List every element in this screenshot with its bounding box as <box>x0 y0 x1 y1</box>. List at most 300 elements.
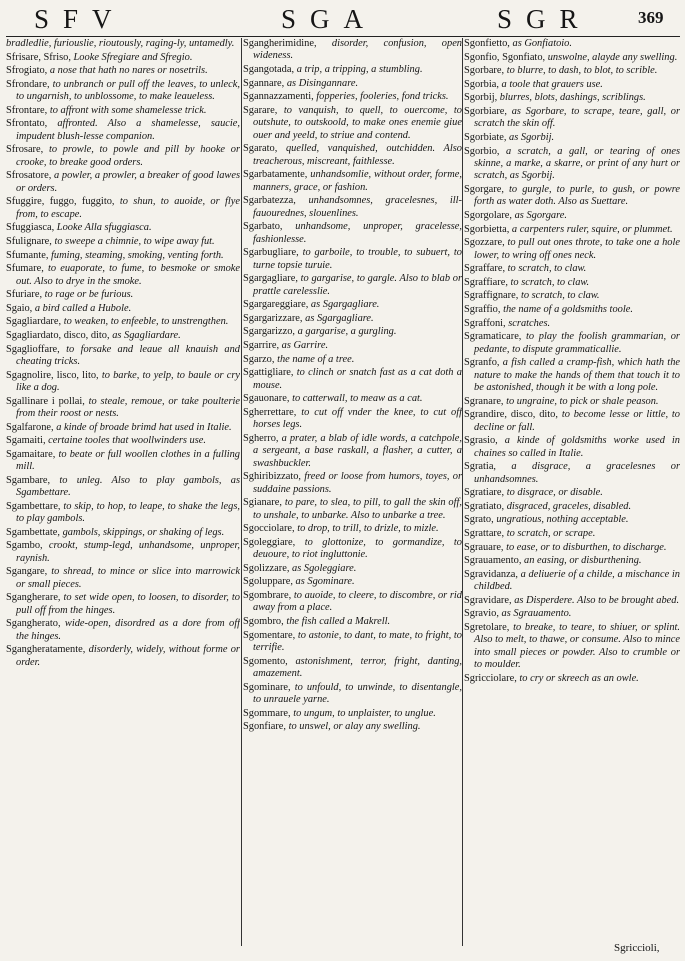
headword: Sgagnolire, lisco, lito, <box>6 369 102 381</box>
definition: to unleg. Also to play gambols, as Sgambettare. <box>16 474 240 499</box>
headword: Sgombro, <box>243 615 287 627</box>
headword: Sgangare, <box>6 566 52 578</box>
dictionary-entry <box>464 357 680 394</box>
dictionary-entry <box>243 563 462 575</box>
definition: gambols, skippings, or shaking of legs. <box>62 526 225 538</box>
headword: Sgoleggiare, <box>243 536 305 548</box>
dictionary-entry <box>464 622 680 672</box>
definition: to steale, remoue, or take poulterie from their roost or nests. <box>16 395 240 419</box>
headword: Sfuriare, <box>6 289 45 301</box>
definition: a trip, a tripping, a stumbling. <box>296 64 423 75</box>
headword: Sgarzo, <box>243 353 278 365</box>
definition: freed or loose from humors, toyes, or suddaine passions. <box>253 471 462 495</box>
dictionary-entry <box>6 475 240 500</box>
headword: Sgravidare, <box>464 594 515 606</box>
definition: a prater, a blab of idle words, a catchpole, a sergeant, a base raskall, a flasher, a cutter, a swashbuckler. <box>253 432 462 469</box>
dictionary-entry <box>243 523 462 535</box>
headword: Sgraffare, <box>464 263 508 275</box>
headword: Sgamaitare, <box>6 448 59 460</box>
definition: to weaken, to enfeeble, to unstrengthen. <box>63 316 229 328</box>
dictionary-entry <box>6 396 240 421</box>
dictionary-entry <box>243 221 462 246</box>
headword: Sgherrettare, <box>243 406 302 418</box>
dictionary-entry <box>464 106 680 131</box>
dictionary-entry <box>6 370 240 395</box>
dictionary-entry <box>6 65 240 77</box>
headword: Sgricciolare, <box>464 672 520 684</box>
definition: fopperies, fooleries, fond tricks. <box>316 91 449 103</box>
definition: unhandsomnes, gracelesnes, ill-fauourednes, slouenlines. <box>253 195 462 219</box>
definition: a deliuerie of a childe, a mischance in childbed. <box>474 568 680 593</box>
definition: to set wide open, to loosen, to disorder, to pull off from the hinges. <box>16 592 240 616</box>
definition: a scratch, a gall, or tearing of ones skinne, a marke, a skarre, or print of any hurt or scratch, as Sgorbij. <box>474 145 680 182</box>
headword: Sgarbatezza, <box>243 195 309 207</box>
dictionary-entry <box>464 487 680 499</box>
definition: as Disingannare. <box>286 77 359 89</box>
dictionary-entry <box>464 146 680 183</box>
dictionary-entry <box>464 435 680 460</box>
dictionary-entry <box>243 616 462 628</box>
definition: to gurgle, to purle, to gush, or powre forth as water doth. Also as Suettare. <box>474 183 680 208</box>
dictionary-entry <box>6 344 240 369</box>
dictionary-entry <box>464 461 680 486</box>
headword: Sgamaiti, <box>6 435 49 447</box>
dictionary-entry <box>243 656 462 681</box>
dictionary-entry <box>243 367 462 392</box>
definition: affronted. Also a shamelesse, saucie, impudent blush-lesse companion. <box>16 118 240 142</box>
header-right: SGR <box>497 4 592 34</box>
definition: to astonie, to dant, to mate, to fright, to terrifie. <box>253 629 462 653</box>
definition: to disgrace, or disable. <box>506 487 603 499</box>
dictionary-entry <box>464 290 680 302</box>
dictionary-entry <box>243 576 462 588</box>
definition: to skip, to hop, to leape, to shake the legs, to play gambols. <box>16 500 240 525</box>
dictionary-entry <box>243 393 462 405</box>
definition: to pull out ones throte, to take one a hole lower, to wring off ones neck. <box>474 237 680 261</box>
definition: a powler, a prowler, a breaker of good lawes or orders. <box>16 170 240 194</box>
dictionary-entry <box>243 195 462 220</box>
definition: to drop, to trill, to drizle, to mizle. <box>297 523 439 535</box>
dictionary-entry <box>464 277 680 289</box>
headword: Sgarbato, <box>243 221 296 233</box>
dictionary-entry <box>243 169 462 194</box>
headword: Sfrontato, <box>6 118 58 130</box>
definition: the fish called a Makrell. <box>286 615 391 627</box>
dictionary-entry <box>6 222 240 234</box>
dictionary-entry <box>6 289 240 301</box>
definition: to affront with some shamelesse trick. <box>49 104 207 116</box>
dictionary-entry <box>6 236 240 248</box>
definition: Looke Alla sfuggiasca. <box>56 222 152 234</box>
headword: Sghiribizzato, <box>243 471 305 483</box>
definition: to become lesse or little, to decline or fall. <box>474 409 680 433</box>
definition: as Disperdere. Also to be brought abed. <box>514 594 680 606</box>
dictionary-entry <box>464 304 680 316</box>
dictionary-entry <box>464 132 680 144</box>
dictionary-entry <box>464 92 680 104</box>
definition: disorderly, widely, without forme or order. <box>16 644 240 668</box>
definition: to cut off vnder the knee, to cut off horses legs. <box>253 406 462 431</box>
headword: Sgorgolare, <box>464 209 515 221</box>
headword: Sfrogiato, <box>6 65 50 77</box>
dictionary-entry <box>243 313 462 325</box>
dictionary-entry <box>243 433 462 470</box>
page-number: 369 <box>638 8 664 27</box>
headword: Sgherro, <box>243 432 282 444</box>
definition: ungratious, nothing acceptable. <box>496 514 629 526</box>
headword: Sfrosatore, <box>6 170 55 182</box>
definition: unhandsome, unproper, gracelesse, fashionlesse. <box>253 221 462 245</box>
dictionary-entry <box>243 326 462 338</box>
headword: Sgarbatamente, <box>243 169 311 181</box>
dictionary-entry <box>6 592 240 617</box>
dictionary-entry <box>464 501 680 513</box>
definition: as Sgoleggiare. <box>292 562 357 574</box>
definition: certaine tooles that woollwinders use. <box>48 435 207 447</box>
definition: as Sgorgare. <box>514 209 567 221</box>
header-center: SGA <box>281 4 378 34</box>
headword: Sgorgare, <box>464 183 510 195</box>
headword: Sgratiato, <box>464 500 507 512</box>
headword: Sgangherato, <box>6 618 65 630</box>
definition: quelled, vanquished, outchidden. Also treacherous, miscreant, faithlesse. <box>253 143 462 167</box>
dictionary-entry <box>243 497 462 522</box>
headword: Sgargarizzare, <box>243 312 306 324</box>
dictionary-entry <box>464 608 680 620</box>
definition: wide-open, disordred as a dore from off the hinges. <box>16 618 240 642</box>
definition: a disgrace, a gracelesnes or unhandsomnes. <box>474 461 680 485</box>
dictionary-entry <box>243 78 462 90</box>
headword: Sgallinare i pollai, <box>6 395 89 407</box>
dictionary-entry <box>464 673 680 685</box>
dictionary-entry <box>6 422 240 434</box>
dictionary-entry <box>6 316 240 328</box>
headword: Sgaglioffare, <box>6 343 67 355</box>
definition: an easing, or disburthening. <box>524 555 642 567</box>
column-divider <box>241 38 242 946</box>
headword: Sfuggiasca, <box>6 222 57 234</box>
headword: Sgambettare, <box>6 500 64 512</box>
definition: as Garrire. <box>281 339 329 351</box>
definition: to gargarise, to gargle. Also to blab or prattle carelesslie. <box>253 273 462 297</box>
definition: unswolne, alayde any swelling. <box>547 51 678 63</box>
dictionary-entry <box>6 566 240 591</box>
definition: to scratch, or scrape. <box>506 527 596 539</box>
column-3 <box>464 38 680 954</box>
headword: Sfrontare, <box>6 104 50 116</box>
headword: Sgangherare, <box>6 592 64 604</box>
definition: as Gonfiatoio. <box>512 38 572 49</box>
definition: Looke Sfregiare and Sfregio. <box>73 51 193 63</box>
dictionary-entry <box>464 237 680 262</box>
definition: as Sgorbij. <box>509 131 555 143</box>
headword: Sgraffignare, <box>464 290 521 302</box>
definition: a gargarise, a gurgling. <box>297 326 397 338</box>
headword: Sgannare, <box>243 77 287 89</box>
headword: Sgargagliare, <box>243 273 301 285</box>
definition: to scratch, to claw. <box>507 263 587 275</box>
dictionary-entry <box>6 435 240 447</box>
headword: Sgarare, <box>243 104 284 116</box>
dictionary-entry <box>6 144 240 169</box>
headword: Sgretolare, <box>464 621 514 633</box>
definition: a kinde of broade brimd hat used in Italie. <box>56 421 232 433</box>
dictionary-entry <box>6 196 240 221</box>
headword: Sgrattare, <box>464 527 507 539</box>
headword: Sgrasio, <box>464 435 505 447</box>
column-1 <box>6 38 240 954</box>
headword: Sgorbiare, <box>464 105 512 117</box>
headword: Sgagliardato, disco, dito, <box>6 329 113 341</box>
definition: to shun, to auoide, or flye from, to escape. <box>16 196 240 220</box>
definition: to unswel, or alay any swelling. <box>288 721 421 733</box>
dictionary-entry <box>6 527 240 539</box>
headword: Sgambettate, <box>6 526 63 538</box>
dictionary-entry <box>6 540 240 565</box>
dictionary-entry <box>464 555 680 567</box>
headword: Sgangotada, <box>243 64 297 75</box>
dictionary-entry <box>464 569 680 594</box>
definition: bradledlie, furiouslie, rioutously, raging-ly, untamedly. <box>6 38 235 49</box>
headword: Sfulignare, <box>6 235 55 247</box>
headword: Sgonfiare, <box>243 721 289 733</box>
dictionary-entry <box>464 224 680 236</box>
definition: crookt, stump-legd, unhandsome, unproper, raynish. <box>16 540 240 564</box>
dictionary-entry <box>243 407 462 432</box>
headword: Sgomentare, <box>243 629 298 641</box>
dictionary-entry <box>6 263 240 288</box>
dictionary-entry <box>6 449 240 474</box>
definition: to vanquish, to quell, to ouercome, to outshute, to outskoold, to make ones enemie giue ouer and yeeld, to striue and contend. <box>253 104 462 141</box>
headword: Sgarbugliare, <box>243 247 303 259</box>
headword: Sgannazzamenti, <box>243 91 317 103</box>
headword: Sgominare, <box>243 681 295 693</box>
definition: disorder, confusion, open wideness. <box>253 38 462 62</box>
dictionary-entry <box>243 105 462 142</box>
dictionary-entry <box>6 303 240 315</box>
definition: as Sgargagliare. <box>305 312 374 324</box>
dictionary-entry <box>464 65 680 77</box>
definition: as Sgrauamento. <box>501 608 572 620</box>
headword: Sgambo, <box>6 540 49 552</box>
headword: Sgratia, <box>464 461 512 473</box>
definition: to ungum, to unplaister, to unglue. <box>293 707 436 719</box>
dictionary-entry <box>6 38 240 50</box>
headword: Sgrauamento, <box>464 555 525 567</box>
headword: Sgravio, <box>464 608 502 620</box>
headword: Sfuggire, fuggo, fuggito, <box>6 196 120 208</box>
headword: Sfumante, <box>6 249 52 261</box>
headword: Sgramaticare, <box>464 331 527 343</box>
definition: the name of a goldsmiths toole. <box>503 303 633 315</box>
definition: scratches. <box>508 317 551 329</box>
headword: Sgianare, <box>243 497 285 509</box>
definition: as Sgagliardare. <box>112 329 181 341</box>
definition: to euaporate, to fume, to besmoke or smoke out. Also to drye in the smoke. <box>16 263 240 287</box>
definition: astonishment, terror, fright, danting, amazement. <box>253 655 462 679</box>
dictionary-entry <box>243 143 462 168</box>
dictionary-entry <box>464 38 680 50</box>
definition: a nose that hath no nares or nosetrils. <box>49 65 208 77</box>
definition: to blurre, to dash, to blot, to scrible. <box>506 65 658 77</box>
definition: to forsake and leaue all knauish and cheating tricks. <box>16 343 240 367</box>
headword: Sgozzare, <box>464 237 508 249</box>
dictionary-entry <box>464 514 680 526</box>
headword: Sgarato, <box>243 143 286 155</box>
dictionary-entry <box>464 210 680 222</box>
headword: Sgambare, <box>6 474 60 486</box>
definition: to beate or full woollen clothes in a fulling mill. <box>16 448 240 473</box>
dictionary-entry <box>243 273 462 298</box>
definition: a carpenters ruler, squire, or plummet. <box>511 223 673 235</box>
headword: Sgattigliare, <box>243 367 297 379</box>
headword: Sgorbij, <box>464 92 500 104</box>
headword: Sgranare, <box>464 395 507 407</box>
definition: to shread, to mince or slice into marrowick or small pieces. <box>16 566 240 590</box>
dictionary-entry <box>243 708 462 720</box>
headword: Sgorbiate, <box>464 131 510 143</box>
dictionary-entry <box>243 590 462 615</box>
dictionary-entry <box>464 542 680 554</box>
column-divider <box>462 38 463 946</box>
headword: Sgraffiare, <box>464 276 511 288</box>
dictionary-entry <box>6 105 240 117</box>
headword: Sgorbio, <box>464 145 506 157</box>
definition: to unbranch or pull off the leaves, to unleck, to ungarnish, to unblossome, to make leaueless. <box>16 78 240 103</box>
headword: Sgonfio, Sgonfiato, <box>464 51 548 63</box>
headword: Sgargareggiare, <box>243 299 311 311</box>
headword: Sgrandire, disco, dito, <box>464 409 562 421</box>
headword: Sgrato, <box>464 514 497 526</box>
catchword: Sgriccioli, <box>614 942 660 954</box>
definition: to barke, to yelp, to baule or cry like a dog. <box>16 369 240 393</box>
headword: Sgraffio, <box>464 303 504 315</box>
headword: Sgravidanza, <box>464 568 521 580</box>
definition: to breake, to teare, to shiuer, or splint. Also to melt, to thawe, or consume. Also to mince into small pieces or powder. Also to crumble or to moulder. <box>474 621 680 671</box>
headword: Sgangherimidine, <box>243 38 332 49</box>
headword: Sgraffoni, <box>464 317 509 329</box>
headword: Sfrosare, <box>6 144 49 156</box>
definition: to ease, or to disburthen, to discharge. <box>506 541 667 553</box>
headword: Sgarrire, <box>243 339 282 351</box>
dictionary-entry <box>243 682 462 707</box>
headword: Sgorbia, <box>464 78 502 90</box>
headword: Sgauonare, <box>243 393 293 405</box>
headword: Sgagliardare, <box>6 316 64 328</box>
definition: to pare, to slea, to pill, to gall the skin off, to unshale, to unbarke. Also to unbarke a tree. <box>253 497 462 521</box>
dictionary-entry <box>243 354 462 366</box>
header-left: SFV <box>34 4 126 34</box>
dictionary-entry <box>464 528 680 540</box>
headword: Sgombrare, <box>243 589 294 601</box>
definition: to rage or be furious. <box>44 289 134 301</box>
headword: Sgocciolare, <box>243 523 298 535</box>
dictionary-entry <box>6 250 240 262</box>
headword: Sgolizzare, <box>243 562 293 574</box>
dictionary-entry <box>243 721 462 733</box>
dictionary-entry <box>243 247 462 272</box>
definition: a bird called a Hubole. <box>34 302 132 314</box>
headword: Sgoluppare, <box>243 576 296 588</box>
headword: Sgaio, <box>6 302 35 314</box>
dictionary-entry <box>6 118 240 143</box>
headword: Sgonfietto, <box>464 38 513 49</box>
dictionary-entry <box>243 64 462 76</box>
dictionary-entry <box>6 644 240 669</box>
dictionary-entry <box>243 537 462 562</box>
dictionary-entry <box>464 52 680 64</box>
dictionary-entry <box>464 396 680 408</box>
headword: Sgorbietta, <box>464 223 512 235</box>
headword: Sgargarizzo, <box>243 326 298 338</box>
definition: blurres, blots, dashings, scriblings. <box>499 92 646 104</box>
definition: a fish called a cramp-fish, which hath the nature to make the hands of them that touch it to be astonished, though it be with a long pole. <box>474 357 680 393</box>
headword: Sgangheratamente, <box>6 644 89 656</box>
dictionary-entry <box>464 79 680 91</box>
definition: to unfould, to unwinde, to disentangle, to unrauele yarne. <box>253 681 462 705</box>
definition: a kinde of goldsmiths worke used in chaines so called in Italie. <box>474 435 680 459</box>
headword: Sgomento, <box>243 655 296 667</box>
dictionary-entry <box>6 330 240 342</box>
dictionary-entry <box>243 630 462 655</box>
dictionary-entry <box>6 52 240 64</box>
column-2 <box>243 38 462 954</box>
headword: Sgalfarone, <box>6 421 57 433</box>
definition: fuming, steaming, smoking, venting forth. <box>51 249 224 261</box>
dictionary-entry <box>243 299 462 311</box>
dictionary-entry <box>6 79 240 104</box>
definition: as Sgargagliare. <box>310 299 380 311</box>
headword: Sgranfo, <box>464 357 503 369</box>
definition: to sweepe a chimnie, to wipe away fut. <box>54 235 215 247</box>
headword: Sgommare, <box>243 707 294 719</box>
headword: Sfrisare, Sfriso, <box>6 51 74 63</box>
headword: Sfrondare, <box>6 78 53 90</box>
definition: to scratch, to claw. <box>520 290 600 302</box>
definition: to catterwall, to meaw as a cat. <box>292 393 423 405</box>
dictionary-entry <box>464 318 680 330</box>
dictionary-entry <box>464 595 680 607</box>
dictionary-entry <box>6 170 240 195</box>
definition: to ungraine, to pick or shale peason. <box>506 395 659 407</box>
running-header <box>0 0 685 40</box>
definition: a toole that grauers use. <box>501 78 603 90</box>
dictionary-entry <box>464 263 680 275</box>
definition: to cry or skreech as an owle. <box>519 672 639 684</box>
dictionary-entry <box>243 471 462 496</box>
definition: to scratch, to claw. <box>510 276 590 288</box>
definition: disgraced, graceles, disabled. <box>506 500 632 512</box>
definition: to play the foolish grammarian, or pedante, to dispute grammaticallie. <box>474 331 680 355</box>
definition: as Sgominare. <box>295 576 355 588</box>
dictionary-entry <box>6 501 240 526</box>
definition: the name of a tree. <box>277 353 355 365</box>
definition: as Sgorbare, to scrape, teare, gall, or scratch the skin off. <box>474 105 680 130</box>
headword: Sgorbare, <box>464 65 507 77</box>
definition: unhandsomlie, without order, forme, manners, grace, or fashion. <box>253 169 462 193</box>
definition: to garboile, to trouble, to subuert, to turne topsie turuie. <box>253 247 462 271</box>
headword: Sfumare, <box>6 263 48 275</box>
dictionary-entry <box>464 331 680 356</box>
headword: Sgratiare, <box>464 487 507 499</box>
headword: Sgrauare, <box>464 541 507 553</box>
definition: to auoide, to cleere, to discombre, or rid away from a place. <box>253 589 462 614</box>
dictionary-entry <box>6 618 240 643</box>
dictionary-entry <box>243 340 462 352</box>
dictionary-entry <box>464 409 680 434</box>
dictionary-entry <box>464 184 680 209</box>
dictionary-entry <box>243 91 462 103</box>
